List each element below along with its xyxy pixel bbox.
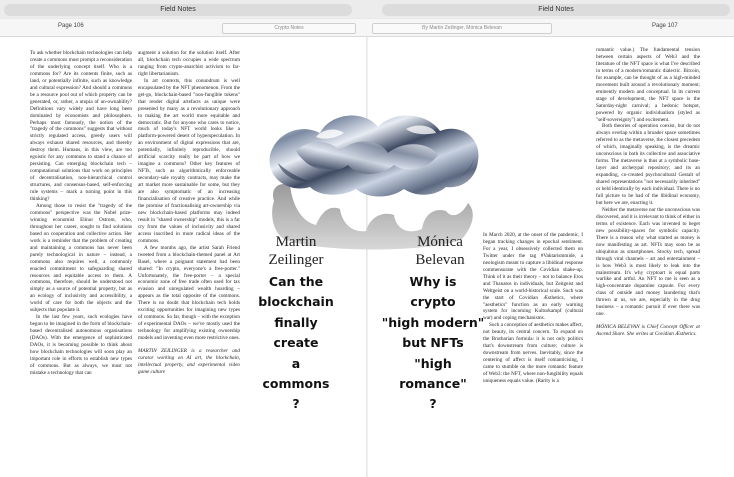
author-bio-right: MÓNICA BELEVAN is Chief Concept Officer at Ascend Share. She writes at Covidian Æsthetics. (596, 324, 700, 338)
headline-line: finally (274, 314, 318, 330)
author-first-name: Mónica (417, 234, 463, 250)
author-last-name: Zeilinger (268, 252, 324, 268)
tab-bar (0, 0, 734, 18)
headline-line: ? (429, 396, 437, 412)
article-column-4 (596, 47, 700, 338)
author-name-right (398, 233, 482, 269)
paragraph: In art contexts, this conundrum is well encapsulated by the NFT phenomenon. From the get-go, blockchain-based "non-fungible tokens" that render digital artefacts as unique were presented by many as a revolutionary approach to making the art world more equitable and democratic. But for anyone who cares to notice, much of today's NFT world looks like a platform-powered desert of hyperspeculation. In an environment of digital expressions that are, potentially, infinitely reproducible, should artificial scarcity really be part of how we imagine a commons? Other key features of NFTs, such as algorithmically enforceable secondary-sale royalty contracts, may make the art market more sustainable for some, but they are also symptomatic of an increasing financialisation of creative practice. And while the promise of fractionalising art-ownership via new blockchain-based platforms may indeed result in "shared ownership" models, this is a far cry from the values of inclusivity and shared access inscribed in more radical ideas of the commons. (138, 77, 240, 244)
author-first-name: Martin (275, 234, 317, 250)
paragraph: In March 2020, at the onset of the pandemic, I began tracking changes in epochal sentiment. For a year, I obsessively collected them on Twitter under the tag #Vaktarismmide, a neologism meant to capture a libidinal response commensurate with the Covidian shake-up. Think of it as their theory – not to balance Eros and Thanatos in individuals, but Zeitgeist and Weltgeist on a world-historical scale. Such was the start of Covidian Æsthetics, where "aesthetics" function as an early warning system for incoming Kulturkampf (cultural war) and coping mechanisms. (483, 232, 583, 322)
paragraph: augment a solution for the solution itself. After all, blockchain tech occupies a wide spectrum ranging from crypto-anarchist activism to far-right libertarianism. (138, 50, 240, 77)
author-last-name: Belevan (415, 252, 465, 268)
breadcrumb-left[interactable]: Crypto Notes (222, 23, 356, 34)
page-number-left: Page 106 (58, 23, 84, 29)
tab-field-notes-left[interactable]: Field Notes (4, 4, 352, 16)
paragraph: Such a conception of aesthetics makes affect, not beauty, its central concern. To expand on the Brutbarian formula: it is not only politics that's downstream from culture; culture is downstream from nerves. Inevitably, since the centering of affect is itself romanticising, I came to stumble on the more romantic feature of Web3: the NFT, where non-fungibility equals uniqueness equals value. (Rarity is a (483, 322, 583, 385)
headline-line: create (273, 335, 319, 351)
headline-line: Why is (409, 274, 457, 289)
chrome-blob-sculpture-image (256, 93, 486, 255)
paragraph: A few months ago, the artist Sarah Friend tweeted from a blockchain-themed panel at Art Basel, where a poignant statement had been shared: "In crypto, everyone's a free-porter." Unfortunately, the free-porter – a special economic zone of free trade often used for tax evasion and unregulated wealth hoarding – appears as the total opposite of the commons. There is no doubt that blockchain tech holds exciting opportunities for imagining new types of commons. So far, though – with the exception of experimental DAOs – we've mostly used the technology for amplifying existing ownership models and inventing even more restrictive ones. (138, 244, 240, 342)
article-column-2 (138, 50, 240, 376)
headline-line: but NFTs (402, 335, 464, 351)
headline-line: ? (292, 396, 300, 412)
headline-line: commons (262, 376, 330, 392)
paragraph: Both theories of operation coexist, but do not always overlap within a broader space sometimes referred to as the metaverse, the closest precedent of which, imaginally speaking, is the dreamic unconscious in both its collective and associative forms. The metaverse is thus at a symbolic base-layer and archetypal repository; and its an expanding, co-created psychocultural Gestalt of shared representations "not necessarily inherited" or held identically by each individual. There is no full picture to be had of the libidinal economy, but here we are, enacting it. (596, 123, 700, 206)
paragraph: In the last few years, such ecologies have begun to be imagined in the form of blockchain-based decentralised autonomous organisations (DAOs). With the emergence of sophisticated DAOs, it is becoming possible to think about how blockchain technologies will soon play an important role in efforts to establish new types of commons. But as always, we must not mistake a technology that can (30, 314, 132, 376)
tab-field-notes-right[interactable]: Field Notes (382, 4, 730, 16)
headline-line: romance" (399, 376, 467, 392)
article-column-1 (30, 50, 132, 377)
article-column-3 (483, 232, 583, 385)
headline-line: "high modern" (381, 314, 485, 330)
breadcrumb-right[interactable]: By Martin Zeilinger, Mónica Belevan (372, 23, 552, 34)
headline-line: blockchain (258, 294, 334, 310)
paragraph: To ask whether blockchain technologies can help create a commons must prompt a reconsideration of the underlying concept itself. Who is a commons for? Are its contents finite, such as land, or potentially infinite, such as knowledge and cultural expression? And should a commons be a resource pool out of which property can be generated, or, rather, a utopia of un-ownability? Definitions vary widely and have long been dominated by economists and philosophers. Perhaps most famously, the notion of the "tragedy of the commons" suggests that without strictly regulated access, greedy users will always exhaust shared resources, and thereby destroy them. Humans, in this view, are too egoistic for any commons to stand a chance of persisting. Can emerging blockchain tech – computational solutions that work on principles of decentralisation, non-hierarchical control structures, and consensus-based, self-enforcing rule systems – mark a turning point in this thinking? (30, 50, 132, 203)
headline-line: crypto (410, 294, 456, 310)
headline-left (247, 272, 345, 415)
paragraph: Among those to resist the "tragedy of the commons" perspective was the Nobel prize-winning economist Elinor Ostrom, who, throughout her career, sought to find solutions based on cooperation and collective action. Her work is a reminder that the problem of creating and maintaining a commons has never been purely technological in nature – instead, a commons also requires well, a commonly enacted commitment to safeguarding shared resources and equitable access to them. A commons, therefore, should be understood not simply as a source of potential property, but as an ecology of inclusivity and accessibility, a world of care for both the objects and the subjects that populate it. (30, 202, 132, 314)
headline-line: "high (414, 355, 452, 371)
page-number-right: Page 107 (652, 23, 678, 29)
page-toolbar (0, 19, 734, 37)
paragraph: romantic value.) The fundamental tension between certain aspects of Web3 and the literature of the NFT space is what I've described in terms of a modern/romantic dialectic. Bitcoin, for example, can be thought of as a high-minded movement built around a revolutionary moment; eminently modern and conceptual. In its current stage of development, the NFT space is the Saturday-night carnival; a hedonic hotspot, powered by organic individualism (styled as "self-sovereignty") and excitement. (596, 47, 700, 123)
paragraph: Neither the metaverse nor the unconscious was discovered, and it is irrelevant to think of either in terms of existence. Each was invented to beget new possibility-spaces for symbolic capacity. There is a reason why what started as money is now manifesting as art. NFTs may soon be as ubiquitous as smartphones. Stocky tech, spread through viral channels – art and entertainment – is how Web3 is most likely to leak into the mainstream. It's why cryptoart is equal parts warlike and artful. An NFT to me is seen as a high-concentrate dopamine capsule. For every class of outside and money laundering that's thrown at us, we are, especially in the drug business – a romantic pursuit if ever there was one. (596, 206, 701, 318)
author-bio-left: MARTIN ZEILINGER is a researcher and curator working on AI art, the blockchain, intellectual property, and experimental video game culture (138, 348, 240, 375)
headline-right (372, 272, 494, 415)
author-name-left (252, 233, 340, 269)
magazine-spread (0, 37, 734, 477)
headline-line: Can the (268, 274, 324, 289)
headline-line: a (291, 355, 301, 371)
